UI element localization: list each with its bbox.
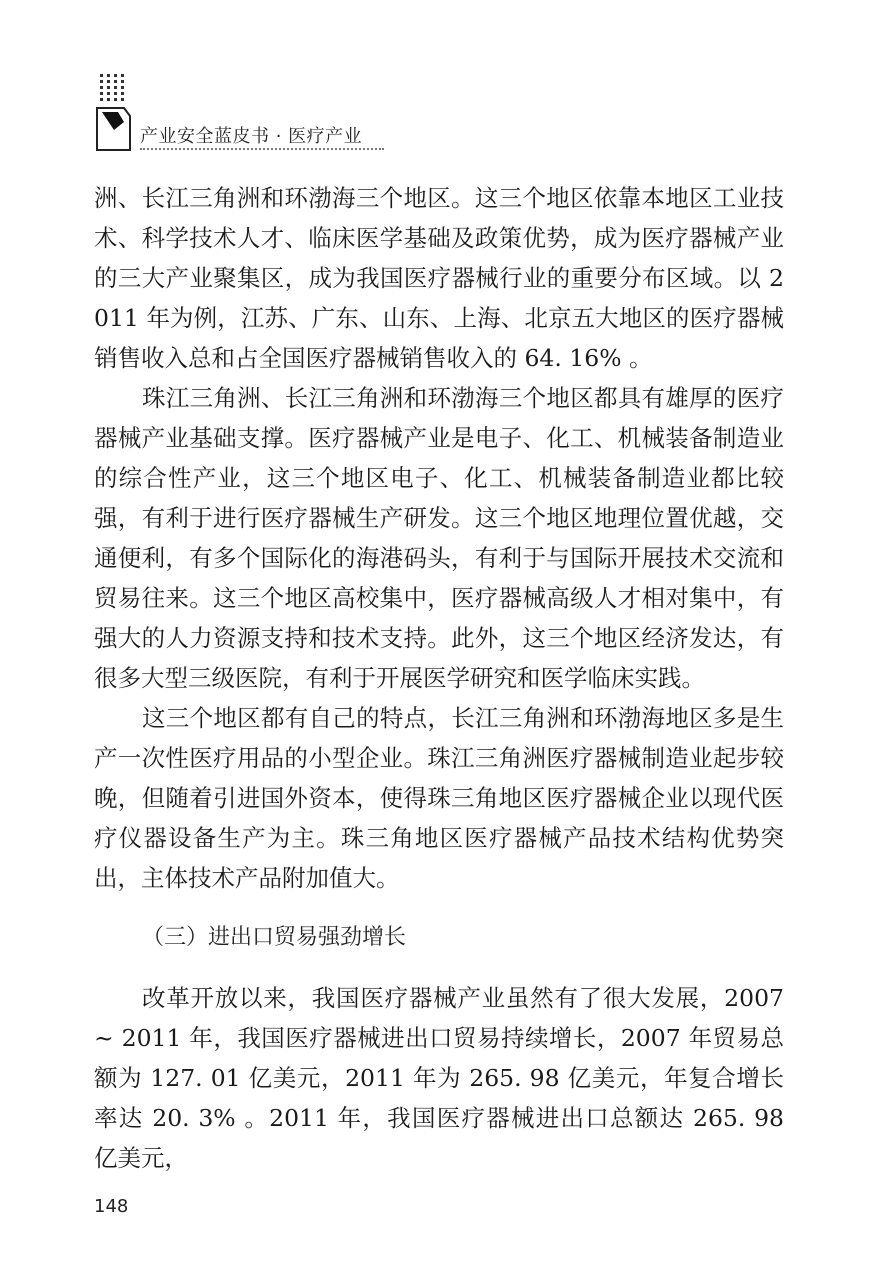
body-paragraph-3: 这三个地区都有自己的特点，长江三角洲和环渤海地区多是生产一次性医疗用品的小型企业。珠江三角洲医疗器械制造业起步较晚，但随着引进国外资本，使得珠三角地区医疗器械企业以现代医疗仪器设备生产为主。珠三角地区医疗器械产品技术结构优势突出，主体技术产品附加值大。 [94,704,784,892]
body-paragraph-2: 珠江三角洲、长江三角洲和环渤海三个地区都具有雄厚的医疗器械产业基础支撑。医疗器械产业是电子、化工、机械装备制造业的综合性产业，这三个地区电子、化工、机械装备制造业都比较强，有利于进行医疗器械生产研发。这三个地区地理位置优越，交通便利，有多个国际化的海港码头，有利于与国际开展技术交流和贸易往来。这三个地区高校集中，医疗器械高级人才相对集中，有强大的人力资源支持和技术支持。此外，这三个地区经济发达，有很多大型三级医院，有利于开展医学研究和医学临床实践。 [94,384,784,692]
header-rule [140,148,384,150]
body-paragraph-4: 改革开放以来，我国医疗器械产业虽然有了很大发展，2007 ~ 2011 年，我国医疗器械进出口贸易持续增长，2007 年贸易总额为 127. 01 亿美元，2011 年为 265. 98 亿美元，年复合增长率达 20. 3% 。2011 年，我国医疗器械进出口总额达 265. 98 亿美元， [94,984,784,1172]
body-paragraph-1: 洲、长江三角洲和环渤海三个地区。这三个地区依靠本地区工业技术、科学技术人才、临床医学基础及政策优势，成为医疗器械产业的三大产业聚集区，成为我国医疗器械行业的重要分布区域。以 2011 年为例，江苏、广东、山东、上海、北京五大地区的医疗器械销售收入总和占全国医疗器械销售收入的 64. 16% 。 [94,184,784,372]
page-body [94,178,784,1178]
section-heading: （三）进出口贸易强劲增长 [142,925,407,950]
running-header [94,72,384,152]
book-series-logo-icon [94,72,134,152]
page-number: 148 [94,1196,129,1217]
header-title: 产业安全蓝皮书 · 医疗产业 [140,126,363,147]
